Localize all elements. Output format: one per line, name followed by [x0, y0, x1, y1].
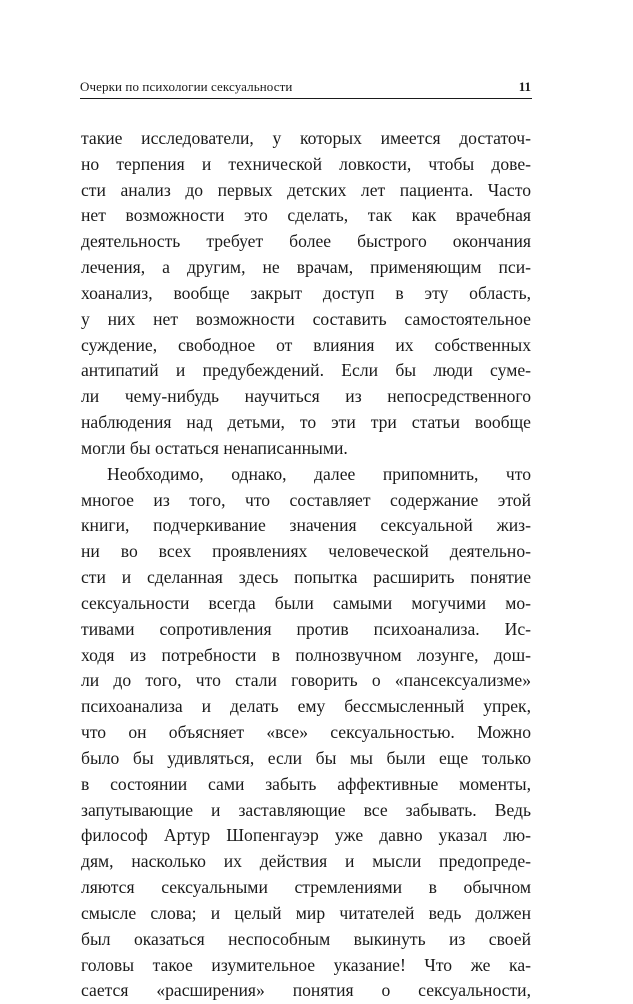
text-line: нет возможности это сделать, так как врачебная — [81, 205, 531, 226]
text-line: дям, насколько их действия и мысли предопреде- — [81, 851, 531, 872]
paragraph-end-line: могли бы остаться ненаписанными. — [81, 437, 348, 458]
text-line: головы такое изумительное указание! Что же ка- — [81, 954, 531, 975]
text-line: философ Артур Шопенгауэр уже давно указал лю- — [81, 825, 531, 846]
text-line: был оказаться неспособным выкинуть из своей — [81, 928, 531, 949]
text-line: такие исследователи, у которых имеется достаточ- — [81, 128, 531, 148]
text-line: лечения, а другим, не врачам, применяющим пси- — [81, 257, 531, 278]
page-number: 11 — [518, 79, 531, 94]
text-line: ляются сексуальными стремлениями в обычном — [81, 877, 531, 898]
text-line: многое из того, что составляет содержание этой — [81, 489, 531, 510]
body-text — [81, 126, 531, 1004]
text-line: наблюдения над детьми, то эти три статьи вообще — [81, 412, 531, 433]
text-line: ни во всех проявлениях человеческой деятельно- — [81, 541, 531, 562]
text-line: запутывающие и заставляющие все забывать. Ведь — [81, 799, 531, 820]
text-line: ли чему-нибудь научиться из непосредственного — [81, 386, 531, 407]
header-rule — [80, 98, 532, 99]
text-line: было бы удивляться, если бы мы были еще только — [81, 747, 531, 768]
text-line: но терпения и технической ловкости, чтобы дове- — [81, 153, 531, 174]
text-line: психоанализа и делать ему бессмысленный упрек, — [81, 696, 531, 717]
text-line: сается «расширения» понятия о сексуальности, — [81, 980, 531, 1001]
text-line: ходя из потребности в полнозвучном лозунге, дош- — [81, 644, 531, 665]
text-line: книги, подчеркивание значения сексуальной жиз- — [81, 515, 531, 536]
running-head — [80, 77, 531, 97]
text-line: что он объясняет «все» сексуальностью. Можно — [81, 722, 531, 743]
paragraph-start-line: Необходимо, однако, далее припомнить, что — [107, 463, 531, 484]
text-line: деятельность требует более быстрого окончания — [81, 231, 531, 252]
text-line: сти анализ до первых детских лет пациента. Часто — [81, 179, 531, 200]
text-line: у них нет возможности составить самостоятельное — [81, 308, 531, 329]
text-line: сексуальности всегда были самыми могучими мо- — [81, 592, 531, 613]
text-line: сти и сделанная здесь попытка расширить понятие — [81, 567, 531, 588]
text-line: смысле слова; и целый мир читателей ведь должен — [81, 902, 531, 923]
text-line: хоанализ, вообще закрыт доступ в эту область, — [81, 282, 531, 303]
running-title: Очерки по психологии сексуальности — [80, 79, 293, 94]
text-line: суждение, свободное от влияния их собственных — [81, 334, 531, 355]
text-line: в состоянии сами забыть аффективные моменты, — [81, 773, 531, 794]
text-line: тивами сопротивления против психоанализа. Ис- — [81, 618, 531, 639]
text-line: антипатий и предубеждений. Если бы люди суме- — [81, 360, 531, 381]
text-line: ли до того, что стали говорить о «пансексуализме» — [81, 670, 531, 691]
